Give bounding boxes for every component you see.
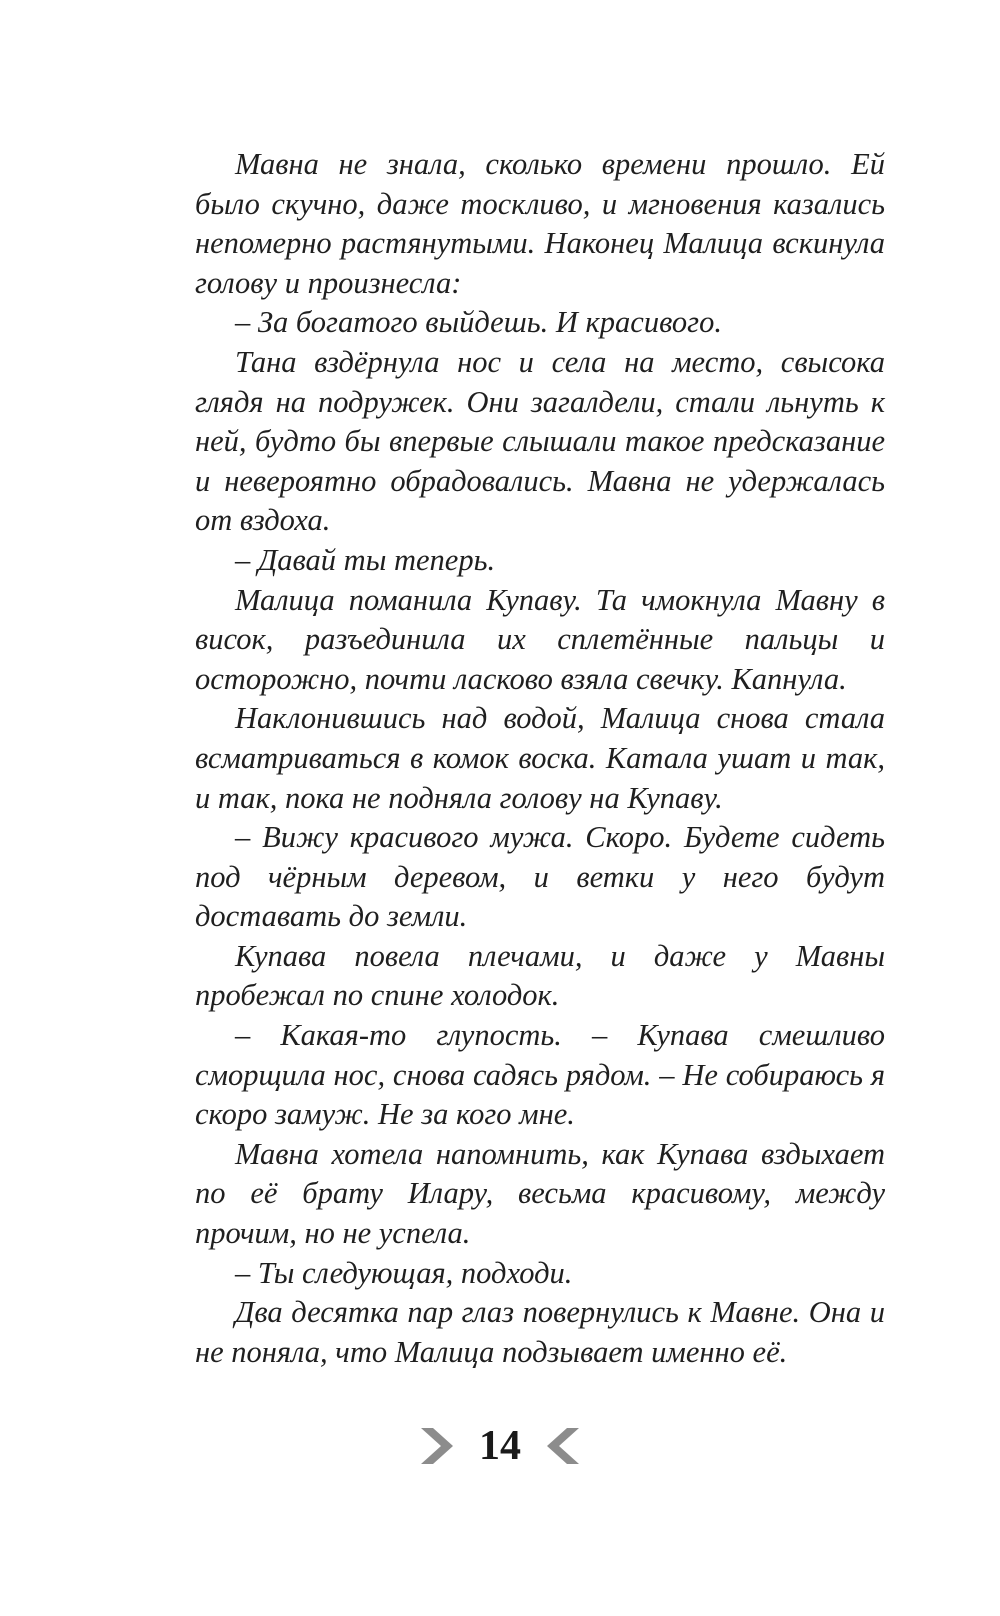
paragraph: Наклонившись над водой, Малица снова стала всматриваться в комок воска. Катала ушат и так, и так, пока не подняла голову на Купаву. <box>195 701 885 815</box>
paragraph: Два десятка пар глаз повернулись к Мавне. Она и не поняла, что Малица подзывает именно её. <box>195 1295 885 1369</box>
paragraph: – Какая-то глупость. – Купава смешливо сморщила нос, снова садясь рядом. – Не собираюсь я скоро замуж. Не за кого мне. <box>195 1018 885 1132</box>
page-footer <box>0 1416 1000 1476</box>
paragraph: Мавна не знала, сколько времени прошло. Ей было скучно, даже тоскливо, и мгновения казались непомерно растянутыми. Наконец Малица вскинула голову и произнесла: <box>195 147 885 300</box>
paragraph: – Ты следующая, подходи. <box>235 1255 573 1290</box>
paragraph: – Давай ты теперь. <box>235 542 496 577</box>
paragraph: Малица поманила Купаву. Та чмокнула Мавну в висок, разъединила их сплетённые пальцы и осторожно, почти ласково взяла свечку. Капнула. <box>195 582 885 696</box>
paragraph: Тана вздёрнула нос и села на место, свысока глядя на подружек. Они загалдели, стали льнуть к ней, будто бы впервые слышали такое предсказание и невероятно обрадовались. Мавна не удержалась от вздоха. <box>195 344 885 538</box>
paragraph: – За богатого выйдешь. И красивого. <box>235 305 722 340</box>
paragraph: Купава повела плечами, и даже у Мавны пробежал по спине холодок. <box>195 938 885 1013</box>
body-text <box>195 145 885 1372</box>
chevron-right-icon <box>419 1424 455 1468</box>
page-number: 14 <box>479 1423 521 1469</box>
paragraph: Мавна хотела напомнить, как Купава вздыхает по её брату Илару, весьма красивому, между прочим, но не успела. <box>195 1136 885 1251</box>
paragraph: – Вижу красивого мужа. Скоро. Будете сидеть под чёрным деревом, и ветки у него будут доставать до земли. <box>195 820 885 934</box>
chevron-left-icon <box>545 1424 581 1468</box>
